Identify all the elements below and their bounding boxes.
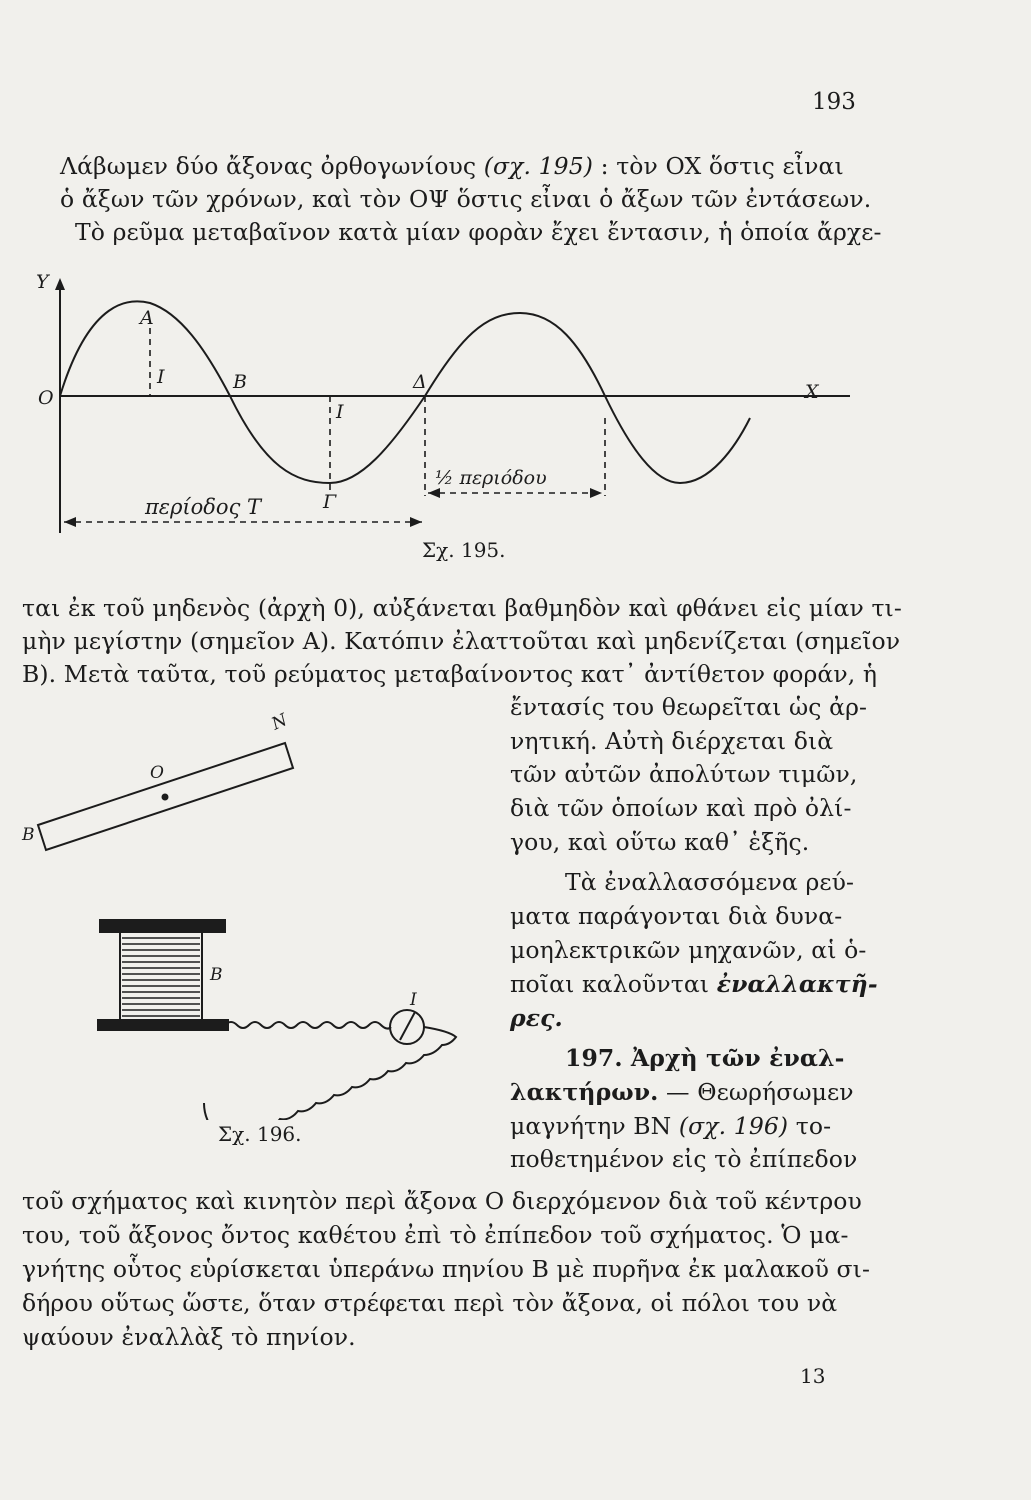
text-line xyxy=(510,1078,854,1106)
text-line: ψαύουν ἐναλλὰξ τὸ πηνίον. xyxy=(22,1323,356,1351)
arrowhead xyxy=(64,517,76,527)
text-line: Τὰ ἐναλλασσόμενα ρεύ- xyxy=(565,868,855,896)
y-axis-arrowhead xyxy=(55,278,65,290)
label-b-magnet: B xyxy=(22,825,35,845)
label-i-bottom: I xyxy=(336,401,344,423)
figure-195-sine-wave xyxy=(30,258,890,568)
figure-196-magnet-coil xyxy=(10,700,490,1120)
label-n: N xyxy=(268,710,291,735)
text-line: δήρου οὕτως ὥστε, ὅταν στρέφεται περὶ τὸν ἄξονα, οἱ πόλοι του νὰ xyxy=(22,1289,838,1317)
text-line: του, τοῦ ἄξονος ὄντος καθέτου ἐπὶ τὸ ἐπίπεδον τοῦ σχήματος. Ὁ μα- xyxy=(22,1221,849,1249)
page-number: 193 xyxy=(812,89,856,115)
section-heading-part: λακτήρων. xyxy=(510,1078,659,1106)
galvanometer-needle xyxy=(400,1012,415,1040)
text-segment: Λάβωμεν δύο ἄξονας ὀρθογωνίους xyxy=(60,152,484,180)
text-line: Τὸ ρεῦμα μεταβαῖνον κατὰ μίαν φορὰν ἔχει ἔντασιν, ἡ ὁποία ἄρχε- xyxy=(75,218,882,246)
text-line: ται ἐκ τοῦ μηδενὸς (ἀρχὴ 0), αὐξάνεται βαθμηδὸν καὶ φθάνει εἰς μίαν τι- xyxy=(22,594,902,622)
label-y: Y xyxy=(36,271,49,293)
arrowhead xyxy=(428,488,440,498)
text-line: διὰ τῶν ὁποίων καὶ πρὸ ὀλί- xyxy=(510,794,852,822)
label-gamma: Γ xyxy=(323,491,337,513)
period-label: περίοδος T xyxy=(145,495,262,519)
label-i-top: I xyxy=(157,366,165,388)
text-line: μὴν μεγίστην (σημεῖον Α). Κατόπιν ἐλαττοῦται καὶ μηδενίζεται (σημεῖον xyxy=(22,627,901,655)
coil-bottom-plate xyxy=(98,1020,228,1030)
text-segment: — Θεωρήσωμεν xyxy=(658,1078,854,1106)
text-line: ἔντασίς του θεωρεῖται ὡς ἀρ- xyxy=(510,693,868,721)
label-x: X xyxy=(805,381,819,403)
text-line: μοηλεκτρικῶν μηχανῶν, αἱ ὁ- xyxy=(510,936,867,964)
coil-top-plate xyxy=(100,920,225,932)
sine-curve xyxy=(60,301,750,483)
text-line: νητική. Αὐτὴ διέρχεται διὰ xyxy=(510,727,834,755)
text-segment: μαγνήτην ΒΝ xyxy=(510,1112,679,1140)
label-o: O xyxy=(150,763,164,783)
label-b-coil: B xyxy=(210,965,223,985)
text-segment: ποῖαι καλοῦνται xyxy=(510,970,710,998)
figure-196-caption: Σχ. 196. xyxy=(218,1122,302,1146)
text-line: γνήτης οὗτος εὑρίσκεται ὑπεράνω πηνίου Β μὲ πυρῆνα ἐκ μαλακοῦ σι- xyxy=(22,1255,871,1283)
text-segment: το- xyxy=(788,1112,832,1140)
figure-reference: (σχ. 196) xyxy=(678,1112,789,1140)
bold-term: ρες. xyxy=(510,1004,563,1032)
figure-195-caption: Σχ. 195. xyxy=(422,538,506,562)
pivot-o xyxy=(163,795,168,800)
text-line: γου, καὶ οὕτω καθ᾽ ἑξῆς. xyxy=(510,828,810,856)
figure-reference: (σχ. 195) xyxy=(483,152,594,180)
label-i: I xyxy=(410,990,417,1010)
text-line xyxy=(510,1112,831,1140)
signature-number: 13 xyxy=(800,1364,826,1388)
label-b: B xyxy=(233,371,247,393)
text-line xyxy=(60,152,844,180)
text-segment: : τὸν OX ὅστις εἶναι xyxy=(593,152,844,180)
text-line: Β). Μετὰ ταῦτα, τοῦ ρεύματος μεταβαίνοντος κατ᾽ ἀντίθετον φοράν, ἡ xyxy=(22,660,878,688)
text-line: τῶν αὐτῶν ἀπολύτων τιμῶν, xyxy=(510,760,858,788)
label-delta: Δ xyxy=(413,371,427,393)
arrowhead xyxy=(410,517,422,527)
label-a: A xyxy=(140,307,154,329)
label-o: O xyxy=(38,387,54,409)
half-period-label: ½ περιόδου xyxy=(435,467,547,489)
section-heading: 197. Ἀρχὴ τῶν ἐναλ- xyxy=(565,1044,845,1072)
arrowhead xyxy=(590,488,602,498)
text-line: ὁ ἄξων τῶν χρόνων, καὶ τὸν ΟΨ ὅστις εἶναι ὁ ἄξων τῶν ἐντάσεων. xyxy=(60,185,872,213)
text-line: ποθετημένον εἰς τὸ ἐπίπεδον xyxy=(510,1145,858,1173)
bold-term: ἐναλλακτῆ- xyxy=(716,970,878,998)
text-line: ματα παράγονται διὰ δυνα- xyxy=(510,902,843,930)
text-line xyxy=(510,970,878,998)
text-line: τοῦ σχήματος καὶ κινητὸν περὶ ἄξονα Ο διερχόμενον διὰ τοῦ κέντρου xyxy=(22,1187,862,1215)
coil-wire xyxy=(225,1022,391,1029)
